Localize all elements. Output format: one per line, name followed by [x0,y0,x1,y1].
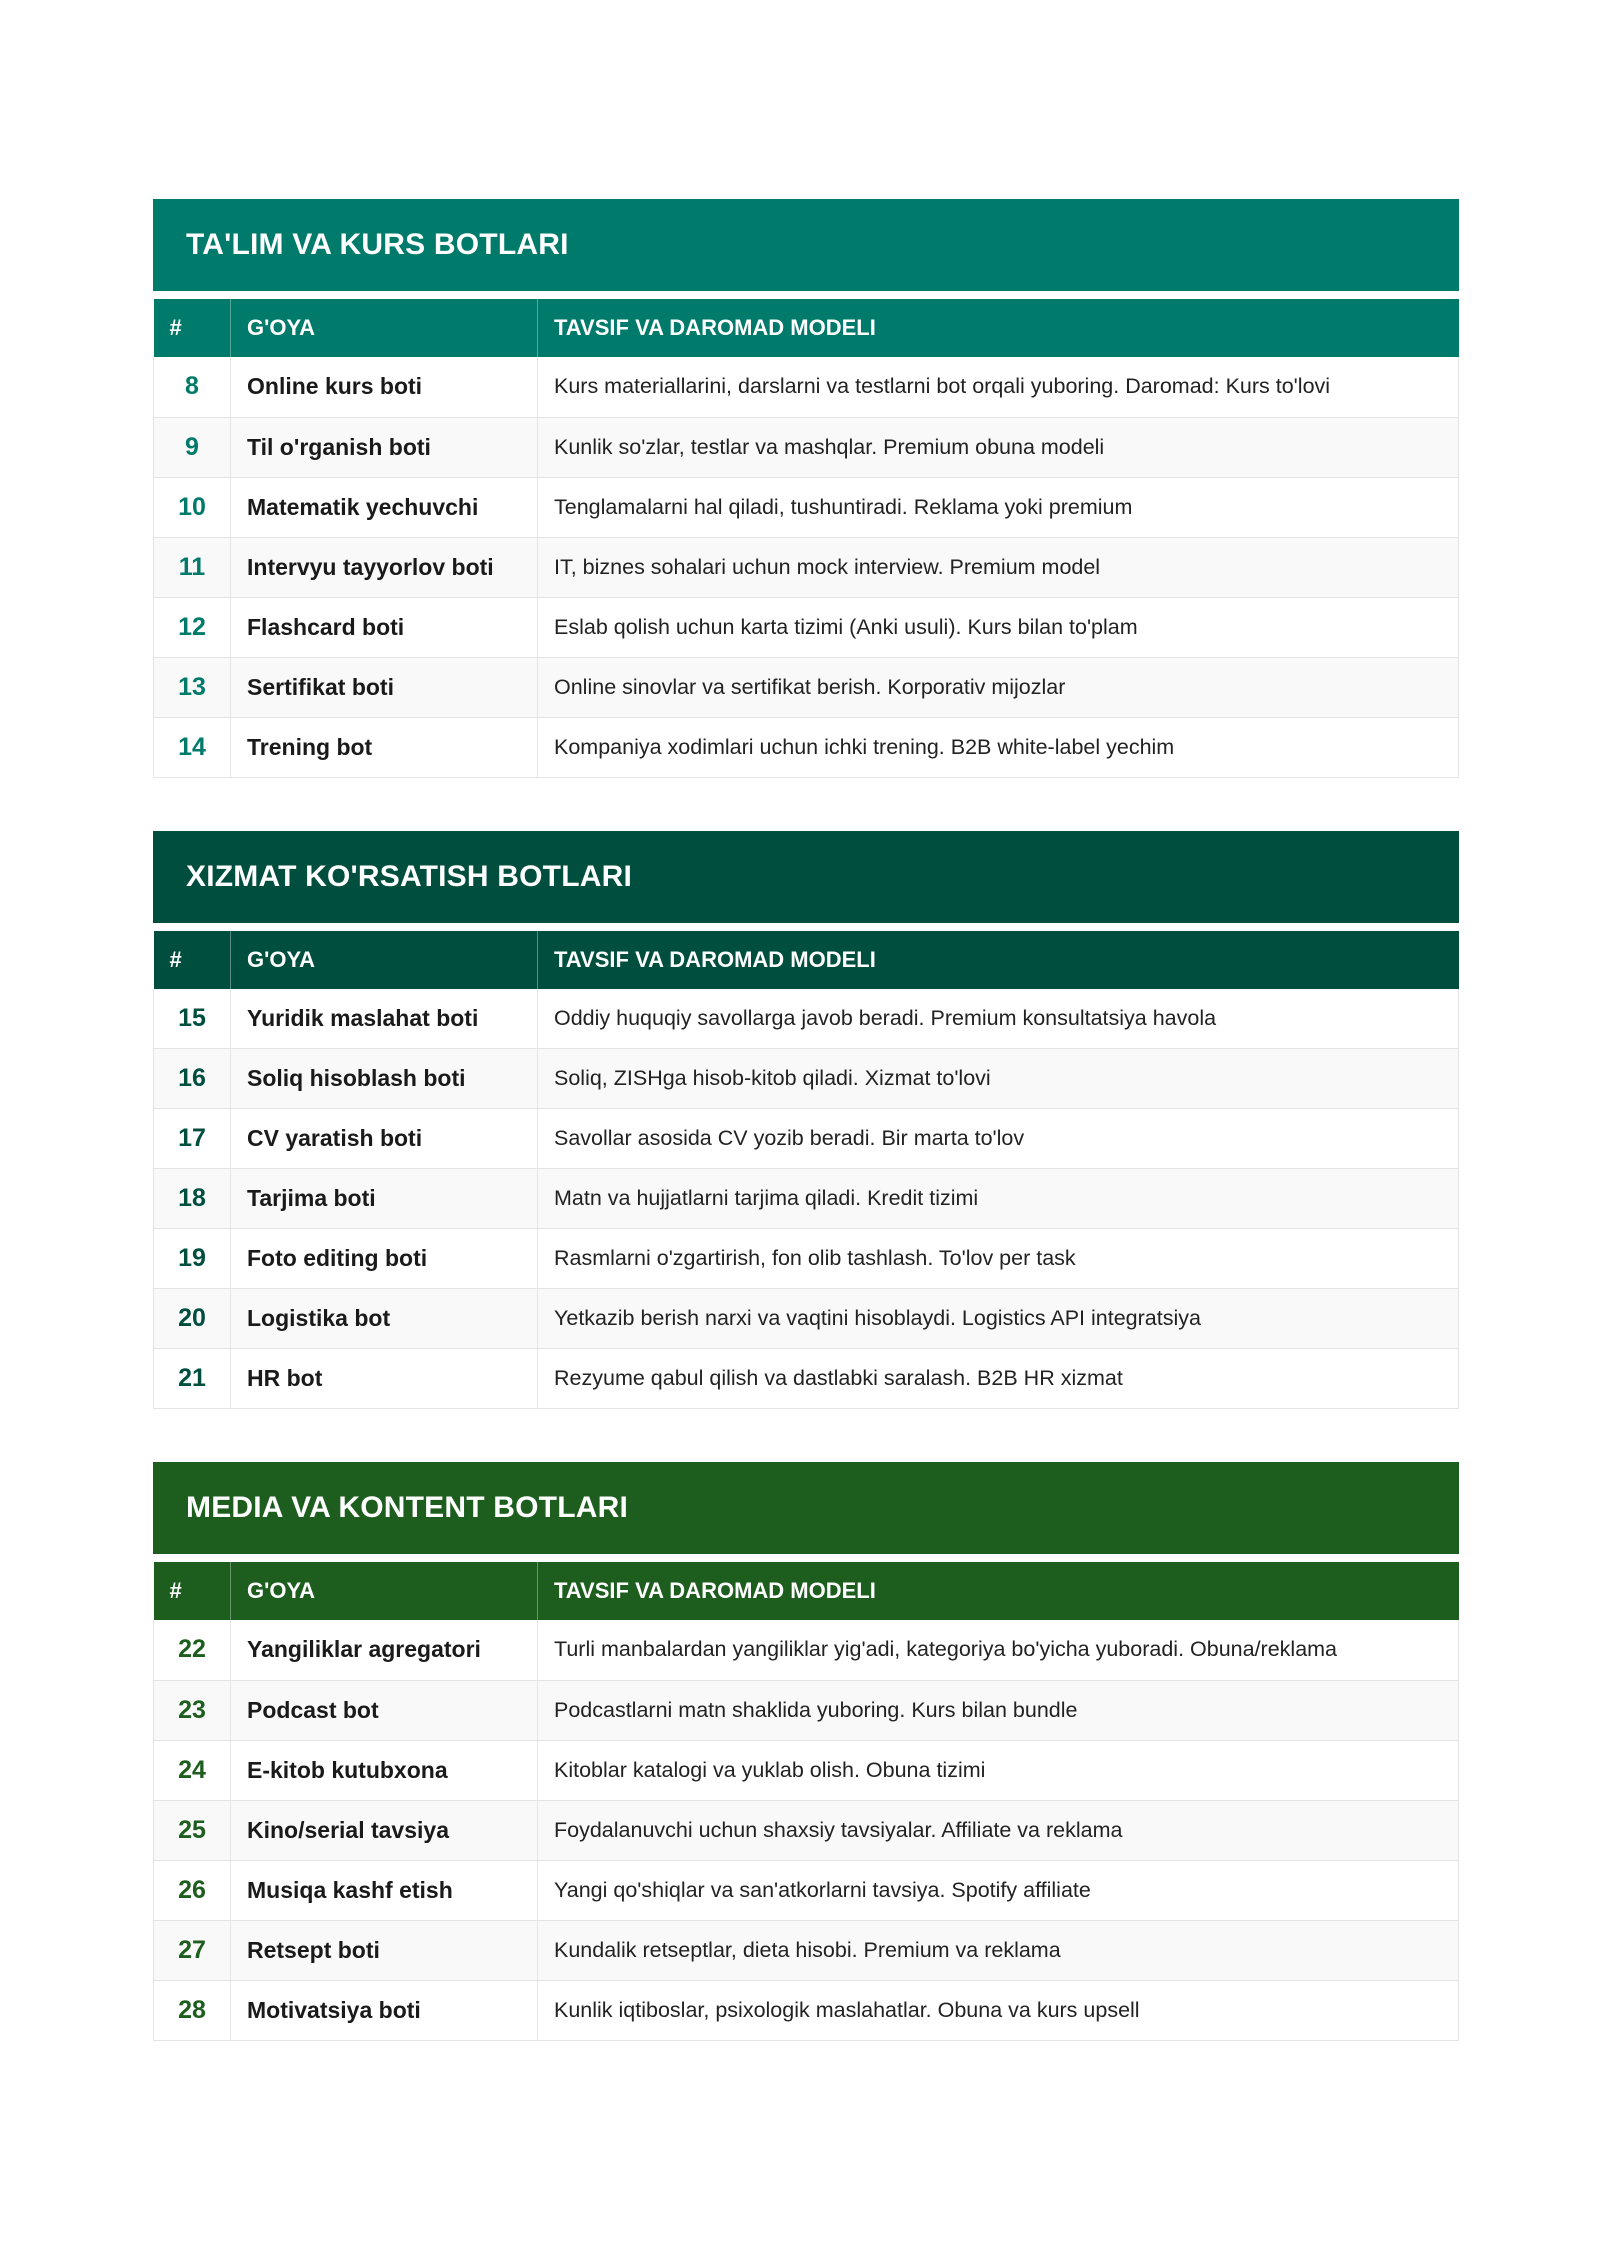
row-num: 10 [154,477,231,537]
row-idea: Online kurs boti [231,357,538,417]
row-desc: Rasmlarni o'zgartirish, fon olib tashlash. To'lov per task [538,1229,1459,1289]
row-desc: Podcastlarni matn shaklida yuboring. Kurs bilan bundle [538,1680,1459,1740]
row-desc: Turli manbalardan yangiliklar yig'adi, kategoriya bo'yicha yuboradi. Obuna/reklama [538,1620,1459,1680]
row-idea: Soliq hisoblash boti [231,1049,538,1109]
table-row [154,357,1459,417]
table-row [154,1920,1459,1980]
row-num: 11 [154,537,231,597]
row-idea: Trening bot [231,717,538,777]
row-idea: E-kitob kutubxona [231,1740,538,1800]
header-desc: TAVSIF VA DAROMAD MODELI [538,1562,1459,1620]
row-idea: Yangiliklar agregatori [231,1620,538,1680]
table-row [154,1620,1459,1680]
table-row [154,537,1459,597]
row-desc: Soliq, ZISHga hisob-kitob qiladi. Xizmat to'lovi [538,1049,1459,1109]
table-header-row [154,299,1459,357]
row-idea: Musiqa kashf etish [231,1860,538,1920]
row-desc: Yangi qo'shiqlar va san'atkorlarni tavsiya. Spotify affiliate [538,1860,1459,1920]
table-row [154,1349,1459,1409]
row-desc: IT, biznes sohalari uchun mock interview. Premium model [538,537,1459,597]
section-title: MEDIA VA KONTENT BOTLARI [153,1462,1459,1554]
row-desc: Yetkazib berish narxi va vaqtini hisoblaydi. Logistics API integratsiya [538,1289,1459,1349]
table-row [154,1680,1459,1740]
header-desc: TAVSIF VA DAROMAD MODELI [538,931,1459,989]
row-idea: CV yaratish boti [231,1109,538,1169]
row-desc: Tenglamalarni hal qiladi, tushuntiradi. Reklama yoki premium [538,477,1459,537]
section-title: TA'LIM VA KURS BOTLARI [153,199,1459,291]
row-desc: Oddiy huquqiy savollarga javob beradi. Premium konsultatsiya havola [538,989,1459,1049]
row-idea: Sertifikat boti [231,657,538,717]
header-idea: G'OYA [231,1562,538,1620]
header-num: # [154,299,231,357]
row-num: 23 [154,1680,231,1740]
table-row [154,1169,1459,1229]
table-row [154,1980,1459,2040]
row-idea: Intervyu tayyorlov boti [231,537,538,597]
row-num: 27 [154,1920,231,1980]
row-desc: Foydalanuvchi uchun shaxsiy tavsiyalar. Affiliate va reklama [538,1800,1459,1860]
header-desc: TAVSIF VA DAROMAD MODELI [538,299,1459,357]
row-idea: HR bot [231,1349,538,1409]
row-desc: Kunlik iqtiboslar, psixologik maslahatlar. Obuna va kurs upsell [538,1980,1459,2040]
table-row [154,1740,1459,1800]
row-num: 28 [154,1980,231,2040]
table-header-row [154,1562,1459,1620]
row-num: 19 [154,1229,231,1289]
header-num: # [154,1562,231,1620]
row-idea: Tarjima boti [231,1169,538,1229]
row-idea: Retsept boti [231,1920,538,1980]
row-idea: Til o'rganish boti [231,417,538,477]
table-row [154,1289,1459,1349]
row-desc: Kundalik retseptlar, dieta hisobi. Premium va reklama [538,1920,1459,1980]
row-num: 20 [154,1289,231,1349]
row-idea: Podcast bot [231,1680,538,1740]
row-num: 22 [154,1620,231,1680]
row-idea: Yuridik maslahat boti [231,989,538,1049]
row-num: 12 [154,597,231,657]
table-row [154,417,1459,477]
row-idea: Matematik yechuvchi [231,477,538,537]
table-row [154,989,1459,1049]
row-desc: Online sinovlar va sertifikat berish. Korporativ mijozlar [538,657,1459,717]
table-header-row [154,931,1459,989]
header-num: # [154,931,231,989]
row-num: 16 [154,1049,231,1109]
row-idea: Foto editing boti [231,1229,538,1289]
row-num: 24 [154,1740,231,1800]
row-desc: Matn va hujjatlarni tarjima qiladi. Kredit tizimi [538,1169,1459,1229]
ideas-table [153,931,1459,1410]
row-desc: Kurs materiallarini, darslarni va testlarni bot orqali yuboring. Daromad: Kurs to'lovi [538,357,1459,417]
ideas-table [153,299,1459,778]
table-row [154,717,1459,777]
table-row [154,1800,1459,1860]
document-page [153,199,1459,2094]
row-desc: Kompaniya xodimlari uchun ichki trening. B2B white-label yechim [538,717,1459,777]
table-row [154,477,1459,537]
row-idea: Flashcard boti [231,597,538,657]
ideas-table [153,1562,1459,2041]
table-row [154,1229,1459,1289]
row-num: 8 [154,357,231,417]
section-title: XIZMAT KO'RSATISH BOTLARI [153,831,1459,923]
row-desc: Eslab qolish uchun karta tizimi (Anki usuli). Kurs bilan to'plam [538,597,1459,657]
row-idea: Logistika bot [231,1289,538,1349]
section-media [153,1462,1459,2041]
section-talim [153,199,1459,778]
section-xizmat [153,831,1459,1410]
row-num: 26 [154,1860,231,1920]
row-num: 14 [154,717,231,777]
row-num: 25 [154,1800,231,1860]
header-idea: G'OYA [231,299,538,357]
row-num: 21 [154,1349,231,1409]
row-desc: Rezyume qabul qilish va dastlabki saralash. B2B HR xizmat [538,1349,1459,1409]
row-num: 15 [154,989,231,1049]
row-idea: Motivatsiya boti [231,1980,538,2040]
table-row [154,1109,1459,1169]
table-row [154,1860,1459,1920]
row-num: 9 [154,417,231,477]
table-row [154,597,1459,657]
row-idea: Kino/serial tavsiya [231,1800,538,1860]
row-desc: Kitoblar katalogi va yuklab olish. Obuna tizimi [538,1740,1459,1800]
table-row [154,657,1459,717]
row-desc: Kunlik so'zlar, testlar va mashqlar. Premium obuna modeli [538,417,1459,477]
table-row [154,1049,1459,1109]
row-num: 17 [154,1109,231,1169]
row-num: 18 [154,1169,231,1229]
header-idea: G'OYA [231,931,538,989]
row-num: 13 [154,657,231,717]
row-desc: Savollar asosida CV yozib beradi. Bir marta to'lov [538,1109,1459,1169]
